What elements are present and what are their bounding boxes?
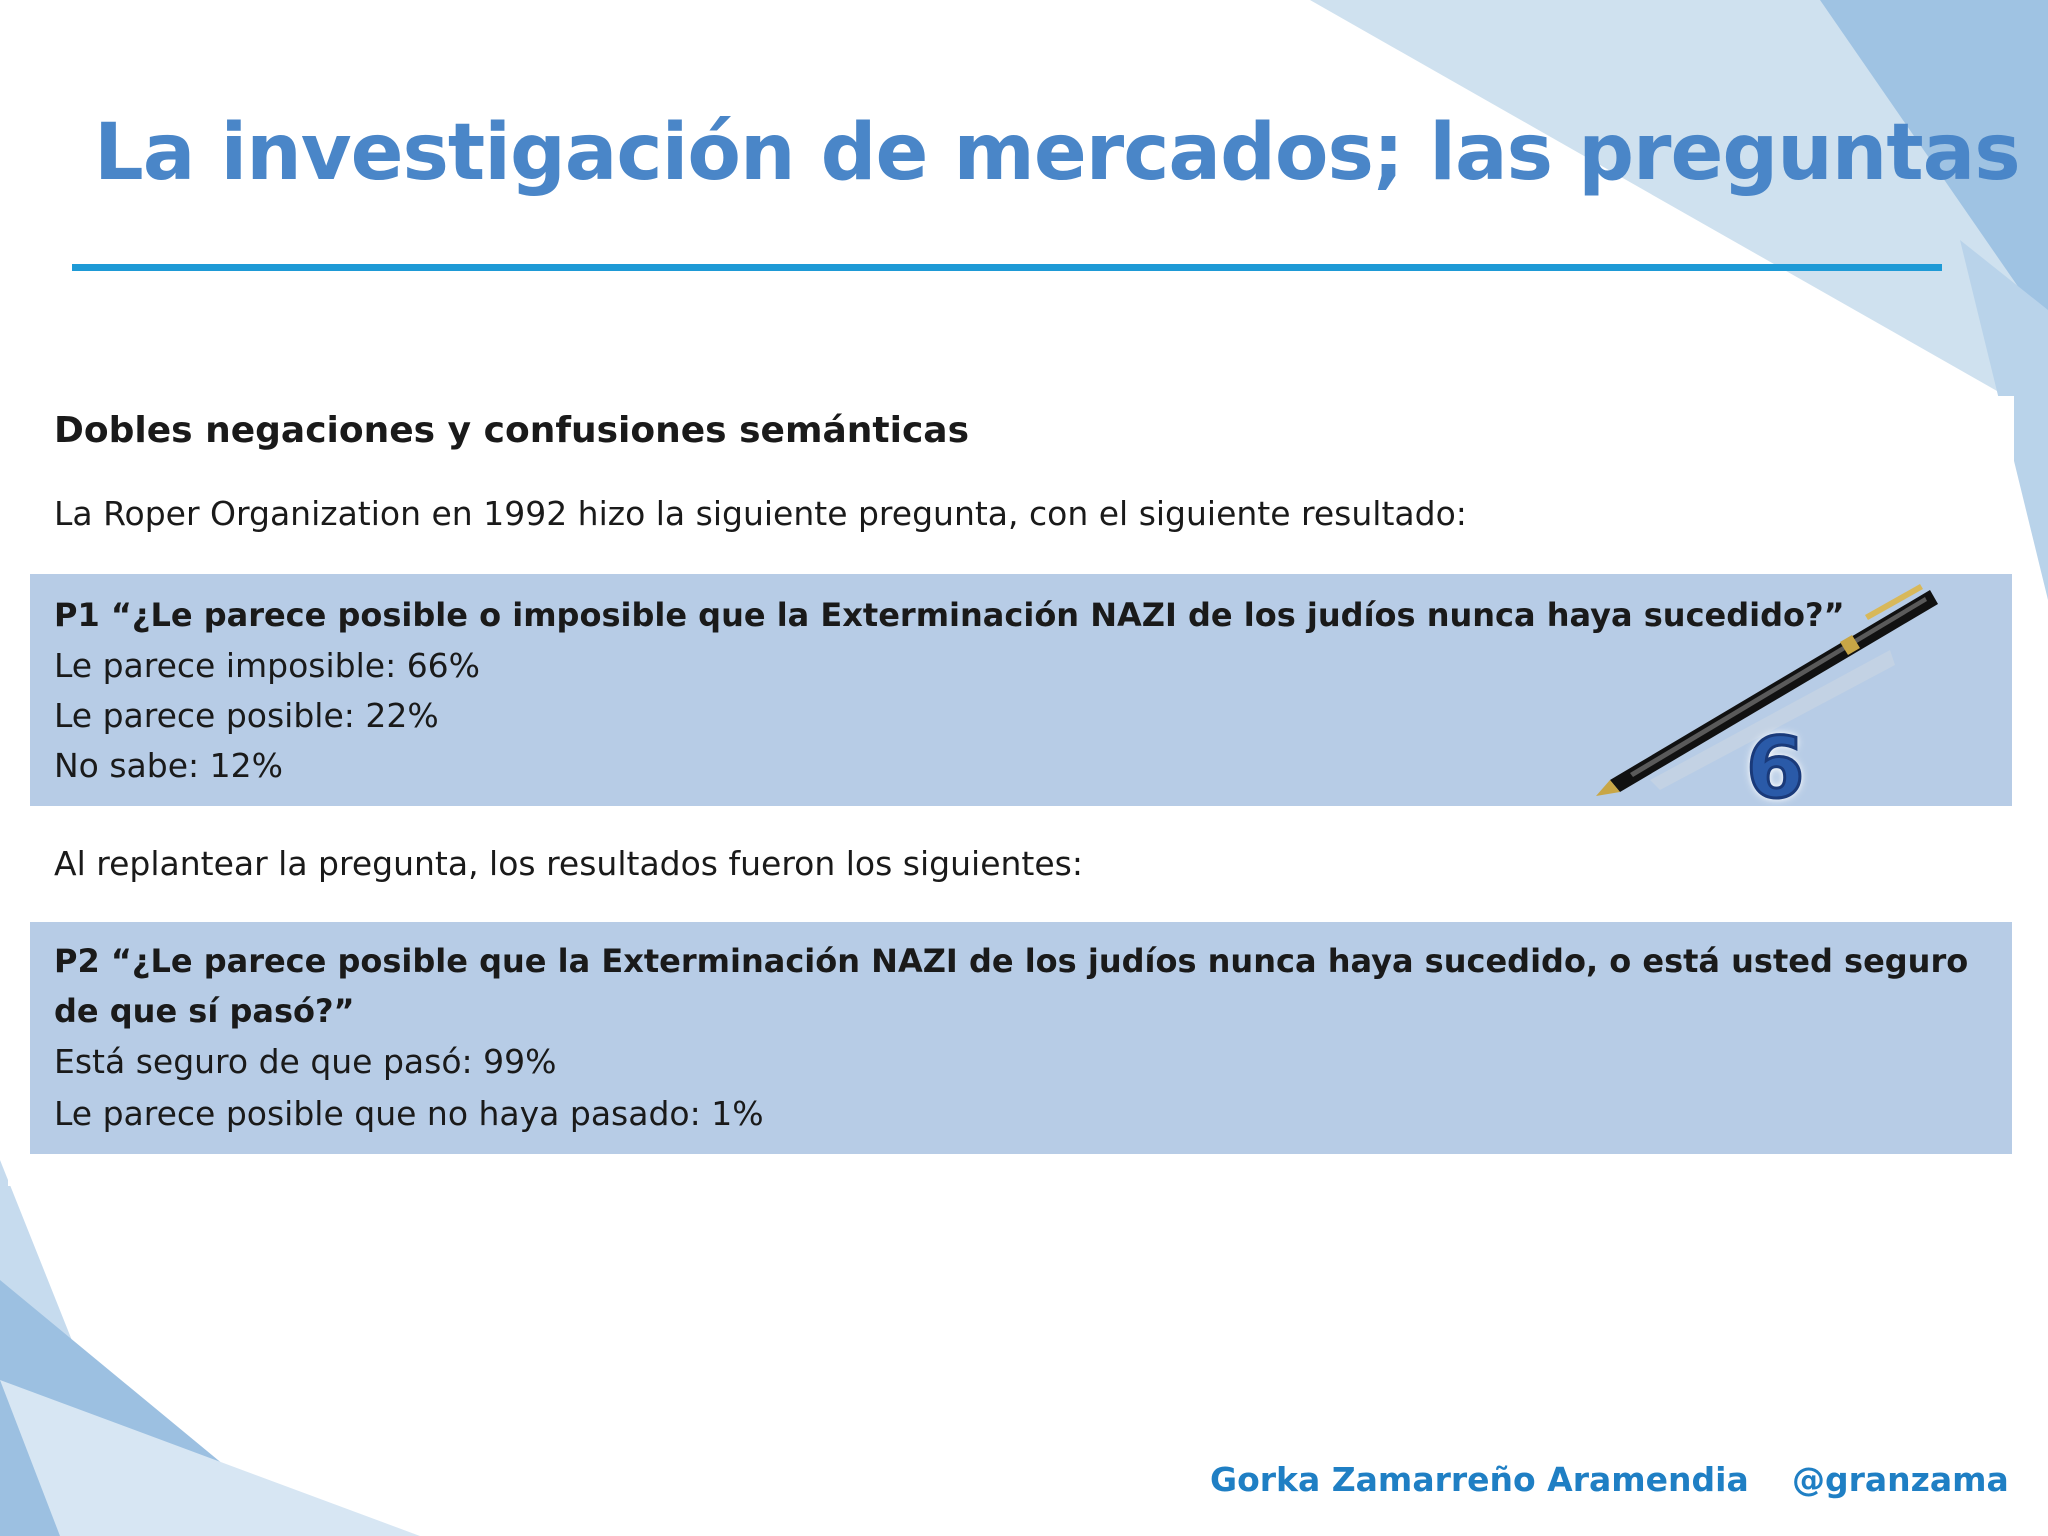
question-1-answer: No sabe: 12% [54, 746, 283, 785]
footer-author: Gorka Zamarreño Aramendia [1210, 1460, 1749, 1499]
slide-title: La investigación de mercados; las preguntas [94, 108, 2020, 198]
question-2-answer: Le parece posible que no haya pasado: 1% [54, 1094, 764, 1133]
badge-number: 6 [1746, 719, 1805, 817]
question-1-answer: Le parece posible: 22% [54, 696, 439, 735]
question-2-answer: Está seguro de que pasó: 99% [54, 1042, 557, 1081]
section-heading: Dobles negaciones y confusiones semánticas [54, 410, 970, 451]
footer-handle: @granzama [1792, 1460, 2009, 1499]
question-1-answer: Le parece imposible: 66% [54, 646, 481, 685]
bg-shape-bottom-left-soft [0, 1380, 420, 1536]
question-2-text: P2 “¿Le parece posible que la Exterminación NAZI de los judíos nunca haya sucedido, o está usted seguro [54, 942, 1969, 980]
title-divider [72, 264, 1942, 271]
question-1-text: P1 “¿Le parece posible o imposible que la Exterminación NAZI de los judíos nunca haya sucedido?” [54, 596, 1845, 634]
intro-text: La Roper Organization en 1992 hizo la siguiente pregunta, con el siguiente resultado: [54, 494, 1467, 533]
question-2-text: de que sí pasó?” [54, 992, 355, 1030]
rephrase-text: Al replantear la pregunta, los resultados fueron los siguientes: [54, 844, 1083, 883]
